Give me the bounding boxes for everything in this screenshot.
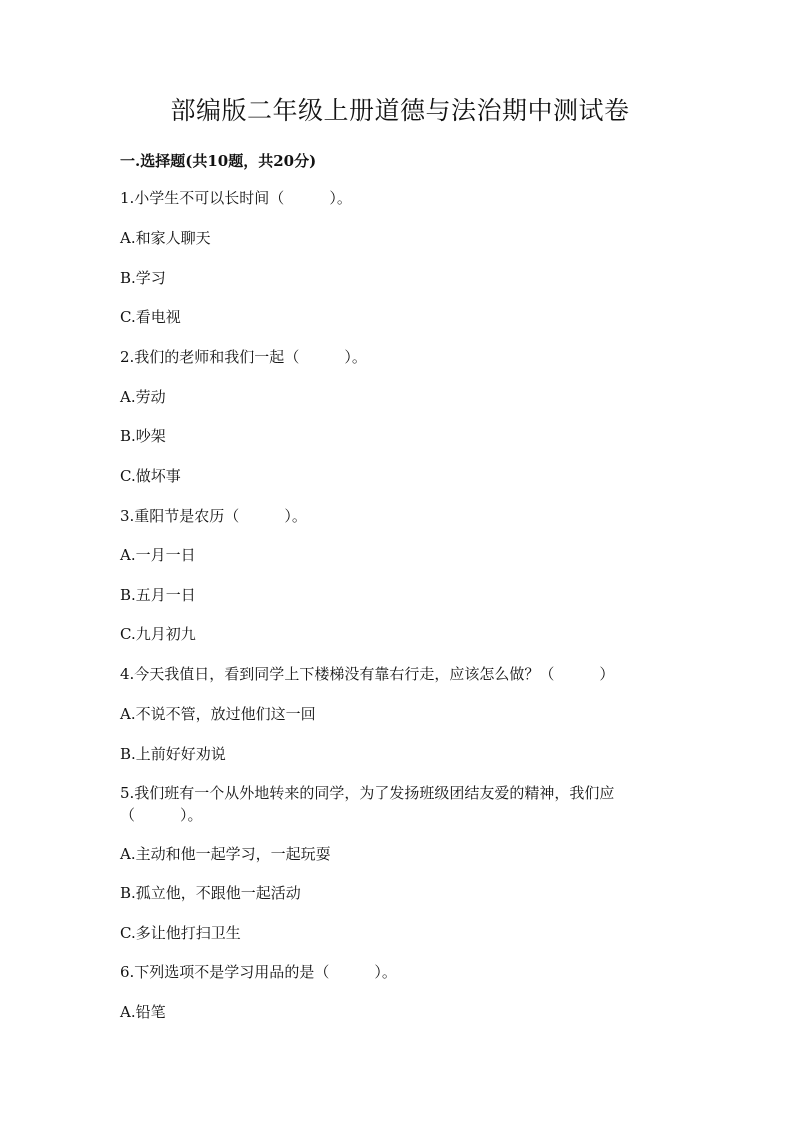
question-3-option-b: B.五月一日 [120, 586, 196, 604]
question-3-stem: 3.重阳节是农历（ ）。 [120, 507, 307, 525]
question-5-stem [120, 782, 680, 826]
question-2-option-a: A.劳动 [120, 388, 166, 406]
question-5-stem-line-1: 5.我们班有一个从外地转来的同学，为了发扬班级团结友爱的精神，我们应 [120, 784, 615, 802]
question-1-option-b: B.学习 [120, 269, 166, 287]
question-5-option-c: C.多让他打扫卫生 [120, 924, 241, 942]
question-1-option-a: A.和家人聊天 [120, 229, 211, 247]
section-heading: 一.选择题(共10题，共20分) [120, 152, 317, 170]
question-4-option-a: A.不说不管，放过他们这一回 [120, 705, 316, 723]
question-6-stem: 6.下列选项不是学习用品的是（ ）。 [120, 963, 397, 981]
question-4-stem: 4.今天我值日，看到同学上下楼梯没有靠右行走，应该怎么做？（ ） [120, 665, 615, 683]
page-title: 部编版二年级上册道德与法治期中测试卷 [170, 96, 630, 125]
question-1-stem: 1.小学生不可以长时间（ ）。 [120, 189, 352, 207]
question-3-option-c: C.九月初九 [120, 625, 196, 643]
question-2-stem: 2.我们的老师和我们一起（ ）。 [120, 348, 367, 366]
question-5-stem-line-2: （ ）。 [120, 806, 203, 824]
question-5-option-a: A.主动和他一起学习，一起玩耍 [120, 845, 331, 863]
question-2-option-b: B.吵架 [120, 427, 166, 445]
question-3-option-a: A.一月一日 [120, 546, 196, 564]
question-4-option-b: B.上前好好劝说 [120, 745, 226, 763]
question-5-option-b: B.孤立他，不跟他一起活动 [120, 884, 301, 902]
question-2-option-c: C.做坏事 [120, 467, 181, 485]
question-1-option-c: C.看电视 [120, 308, 181, 326]
question-6-option-a: A.铅笔 [120, 1003, 166, 1021]
